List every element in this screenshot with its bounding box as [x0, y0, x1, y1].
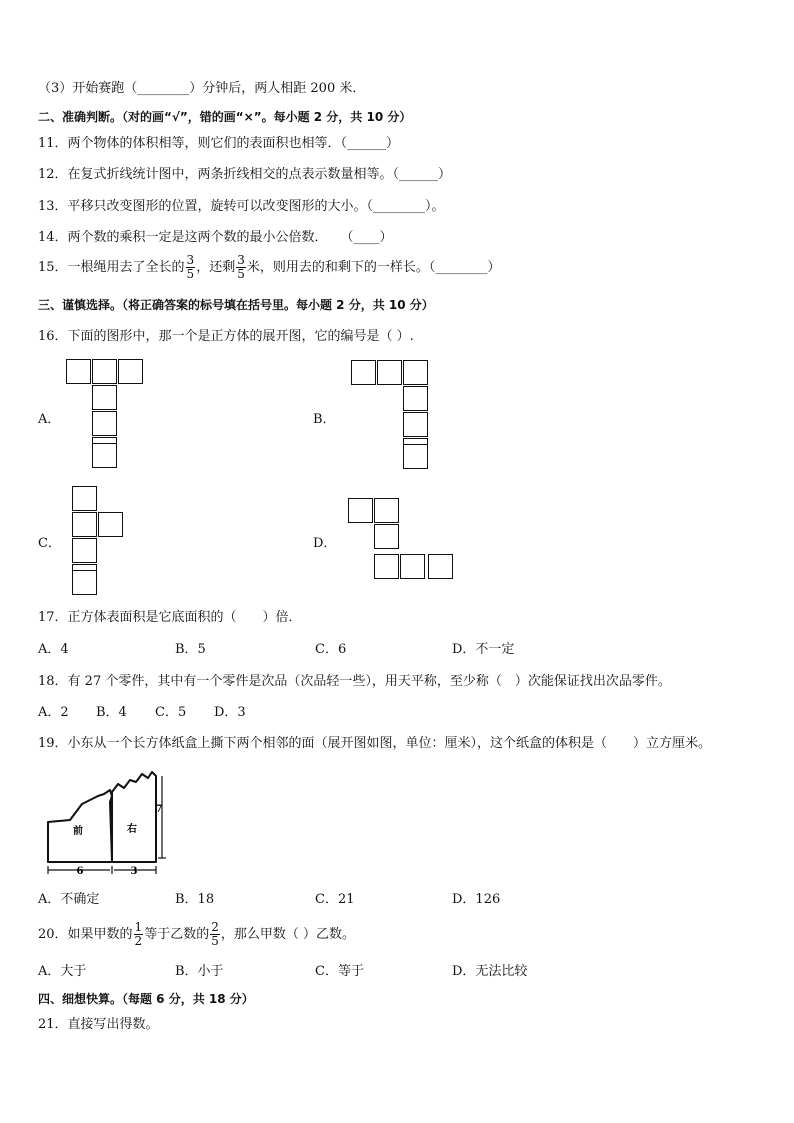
q20-f1-den: 2 [134, 934, 143, 948]
q15-fraction-1 [186, 254, 196, 281]
q19-option-d: D．126 [452, 892, 501, 907]
q16-option-a-label: A． [38, 412, 61, 427]
q15-f1-den: 5 [186, 267, 195, 281]
question-19: 19．小东从一个长方体纸盒上撕下两个相邻的面（展开图如图，单位：厘米），这个纸盒的体积是（ ）立方厘米。 [38, 736, 712, 751]
q19-height-label: 7 [155, 804, 163, 815]
question-21: 21．直接写出得数。 [38, 1017, 159, 1032]
q15-text-3: 米，则用去的和剩下的一样长。（________） [246, 260, 501, 275]
net-b-cell [377, 360, 402, 385]
q20-f2-num: 2 [211, 920, 219, 934]
net-d-cell [374, 498, 399, 523]
q20-option-c: C．等于 [315, 964, 364, 979]
net-b-cell [351, 360, 376, 385]
q16-option-b-label: B． [313, 412, 336, 427]
net-d-cell [374, 524, 399, 549]
net-a-cell [92, 359, 117, 384]
question-13: 13．平移只改变图形的位置，旋转可以改变图形的大小。（________）。 [38, 199, 445, 214]
q20-option-b: B．小于 [175, 964, 224, 979]
q10-sub3: （3）开始赛跑（________）分钟后，两人相距 200 米． [38, 81, 366, 96]
q20-option-a: A．大于 [38, 964, 87, 979]
net-a-cell [118, 359, 143, 384]
net-c-cell [72, 512, 97, 537]
q18-option-a: A．2 [38, 705, 69, 720]
net-c-cell [72, 538, 97, 563]
q19-right-label: 右 [127, 824, 137, 835]
q18-option-b: B．4 [96, 705, 127, 720]
section-4-heading: 四、细想快算。（每题 6 分，共 18 分） [38, 992, 254, 1006]
net-b-cell [403, 444, 428, 469]
q15-text-1: 15．一根绳用去了全长的 [38, 260, 185, 275]
net-d-cell [348, 498, 373, 523]
q17-option-b: B．5 [175, 642, 206, 657]
q18-option-d: D．3 [214, 705, 246, 720]
q16-option-c-label: C． [38, 536, 61, 551]
net-a-cell [92, 385, 117, 410]
q20-text-3: ，那么甲数（ ）乙数。 [220, 927, 355, 942]
question-16: 16．下面的图形中，那一个是正方体的展开图，它的编号是（ ）. [38, 329, 414, 344]
q19-torn-box-figure [40, 766, 170, 878]
net-c-cell [72, 570, 97, 595]
q20-text-2: 等于乙数的 [144, 927, 210, 942]
q19-option-b: B．18 [175, 892, 215, 907]
net-b-cell [403, 412, 428, 437]
q17-option-d: D．不一定 [452, 642, 515, 657]
net-a-cell [92, 411, 117, 436]
q15-f2-num: 3 [237, 253, 245, 267]
q19-right-face [112, 772, 156, 862]
question-12: 12．在复式折线统计图中，两条折线相交的点表示数量相等。（______） [38, 167, 452, 182]
net-a-cell [66, 359, 91, 384]
q17-option-a: A．4 [38, 642, 69, 657]
q18-option-c: C．5 [155, 705, 187, 720]
q19-front-label: 前 [73, 826, 83, 837]
q15-f2-den: 5 [237, 267, 245, 281]
q20-fraction-2 [210, 921, 220, 948]
q19-front-width-label: 6 [76, 866, 84, 877]
question-15 [38, 253, 500, 283]
question-20 [38, 918, 355, 952]
question-17: 17．正方体表面积是它底面积的（ ）倍． [38, 610, 302, 625]
q20-option-d: D．无法比较 [452, 964, 528, 979]
question-18: 18．有 27 个零件，其中有一个零件是次品（次品轻一些），用天平称，至少称（ ）次能保证找出次品零件。 [38, 674, 671, 689]
net-d-cell [428, 554, 453, 579]
net-b-cell [403, 386, 428, 411]
section-3-heading: 三、谨慎选择。（将正确答案的标号填在括号里。每小题 2 分，共 10 分） [38, 298, 434, 312]
q20-fraction-1 [134, 921, 144, 948]
net-c-cell [98, 512, 123, 537]
net-d-cell [400, 554, 425, 579]
net-b-cell [403, 360, 428, 385]
net-c-cell [72, 486, 97, 511]
q19-option-c: C．21 [315, 892, 355, 907]
net-d-cell [374, 554, 399, 579]
q16-option-d-label: D． [313, 536, 337, 551]
q17-option-c: C．6 [315, 642, 347, 657]
q20-f2-den: 5 [211, 934, 219, 948]
q20-f1-num: 1 [134, 920, 143, 934]
q15-f1-num: 3 [186, 253, 195, 267]
section-2-heading: 二、准确判断。（对的画“√”，错的画“×”。每小题 2 分，共 10 分） [38, 110, 412, 124]
question-11: 11．两个物体的体积相等，则它们的表面积也相等．（______） [38, 136, 400, 151]
net-a-cell [92, 443, 117, 468]
question-14: 14．两个数的乘积一定是这两个数的最小公倍数． （____） [38, 230, 393, 245]
q19-right-width-label: 3 [130, 866, 138, 877]
q15-fraction-2 [236, 254, 246, 281]
q20-text-1: 20．如果甲数的 [38, 927, 133, 942]
q15-text-2: ，还剩 [196, 260, 236, 275]
q19-option-a: A．不确定 [38, 892, 100, 907]
